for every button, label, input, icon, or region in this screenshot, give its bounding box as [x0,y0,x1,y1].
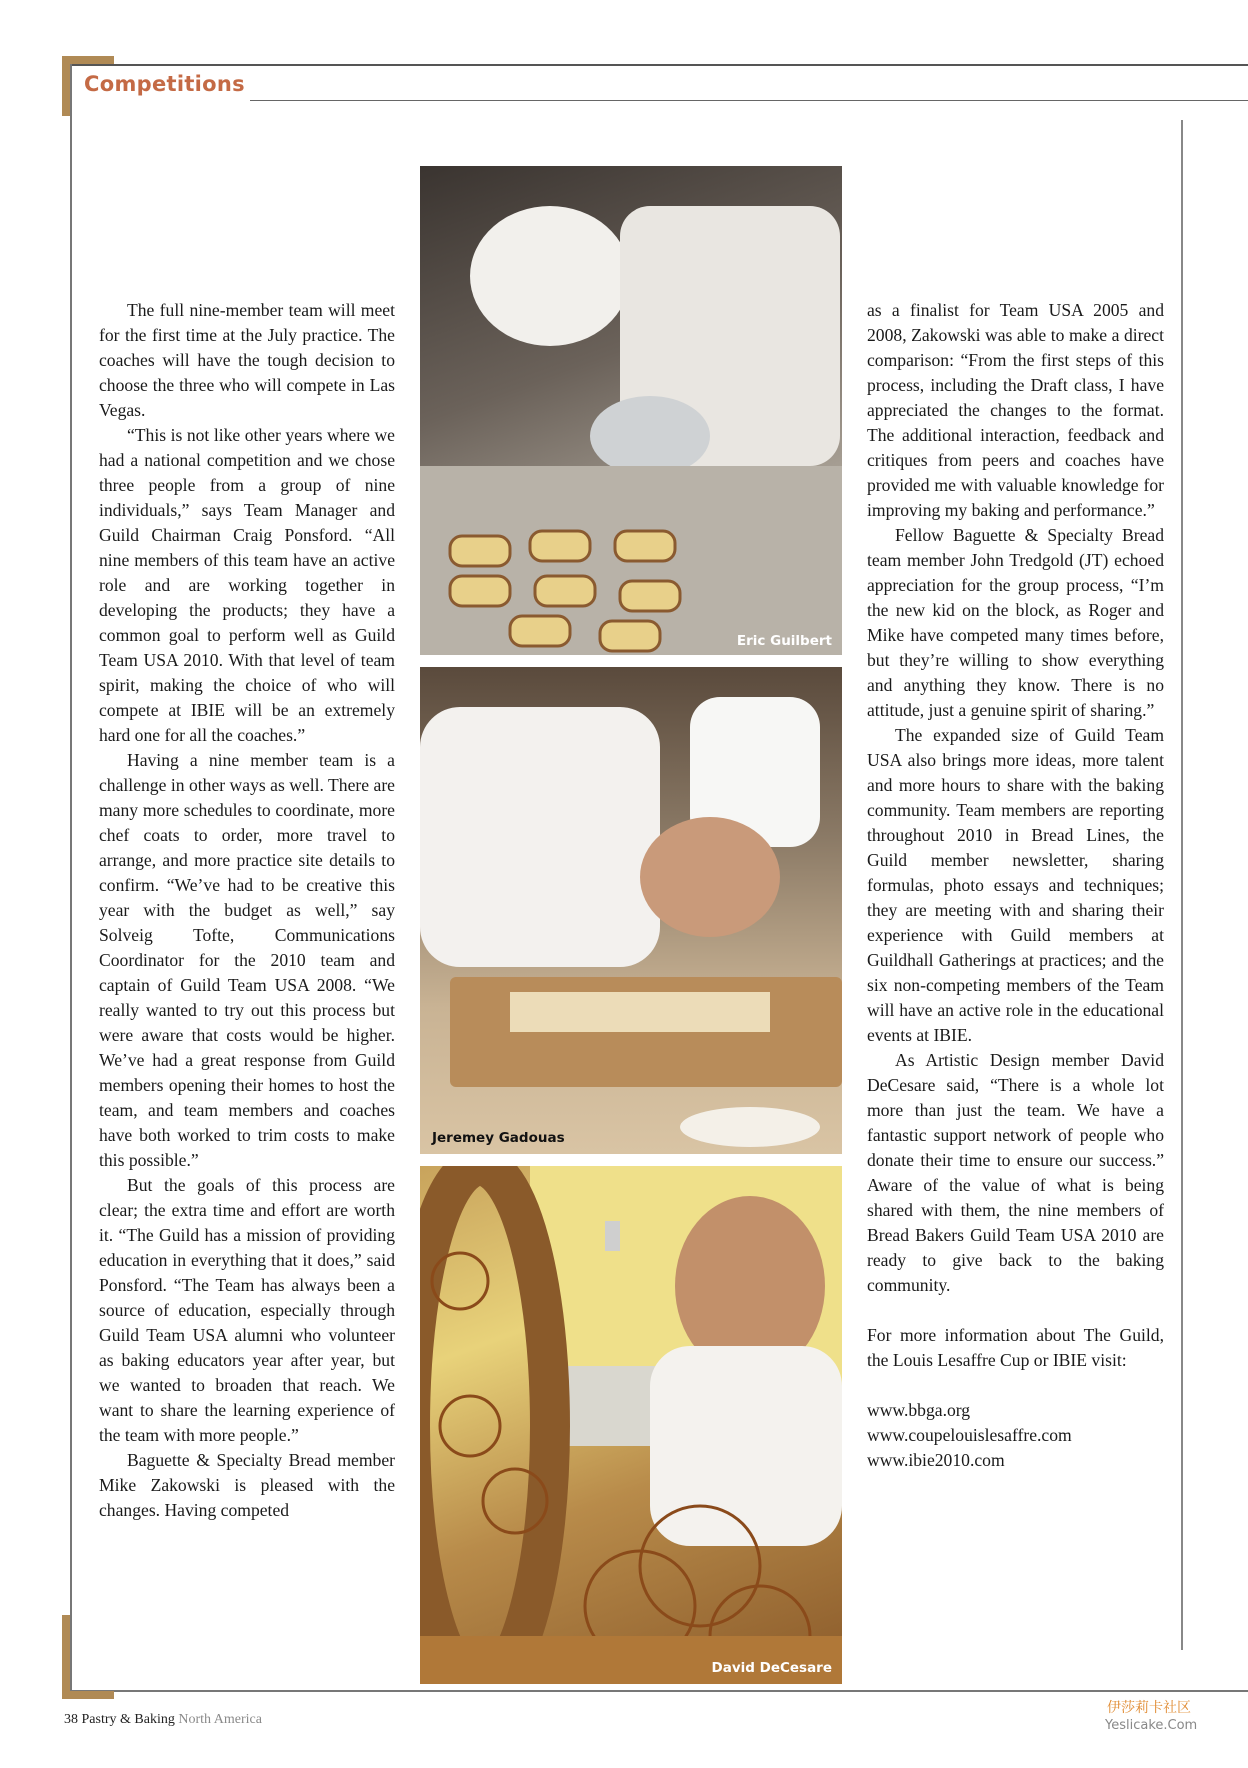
watermark-site: Yeslicake.Com [1105,1718,1198,1733]
paragraph: But the goals of this process are clear; the extra time and effort are worth it. “The Guild has a mission of providing education in everything that it does,” said Ponsford. “The Team has always been a source of education, especially through Guild Team USA alumni who volunteer as baking educators year after year, but we wanted to broaden that reach. We want to share the learning experience of the team with more people.” [99,1175,395,1445]
photo-eric-guilbert [420,166,842,655]
paragraph: as a finalist for Team USA 2005 and 2008, Zakowski was able to make a direct comparison: “From the first steps of this process, including the Draft class, I have appreciated the changes to the format. The additional interaction, feedback and critiques from peers and coaches have provided me with valuable knowledge for improving my baking and performance.” [867,300,1164,520]
frame-corner-bottom-horizontal [62,1691,114,1699]
link-ibie2010[interactable]: www.ibie2010.com [867,1450,1005,1470]
page-footer [64,1712,262,1728]
frame-left-rule [70,64,72,1692]
page-number: 38 [64,1712,78,1727]
paragraph: As Artistic Design member David DeCesare said, “There is a whole lot more than just the team. We have a fantastic support network of people who donate their time to ensure our success.” Aware of the value of what is being shared with them, the nine members of Bread Bakers Guild Team USA 2010 are ready to give back to the baking community. [867,1050,1164,1295]
frame-corner-bottom [62,1615,70,1699]
paragraph: The expanded size of Guild Team USA also brings more ideas, more talent and more hours to share with the baking community. Team members are reporting throughout 2010 in Bread Lines, the Guild member newsletter, sharing formulas, photo essays and techniques; they are meeting with and sharing their experience with Guild members at Guildhall Gatherings at practices; and the six non-competing members of the Team will have an active role in the educational events at IBIE. [867,725,1164,1045]
link-coupe-louis-lesaffre[interactable]: www.coupelouislesaffre.com [867,1425,1072,1445]
paragraph: The full nine-member team will meet for the first time at the July practice. The coaches will have the tough decision to choose the three who will compete in Las Vegas. [99,300,395,420]
paragraph: Having a nine member team is a challenge in other ways as well. There are many more schedules to coordinate, more chef coats to order, more travel to arrange, and more practice site details to confirm. “We’ve had to be creative this year with the budget as well,” say Solveig Tofte, Communications Coordinator for the 2010 team and captain of Guild Team USA 2008. “We really wanted to try out this process but were aware that costs would be higher. We’ve had a great response from Guild members opening their homes to host the team, and team members and coaches have both worked to trim costs to make this possible.” [99,750,395,1170]
publication-name: Pastry & Baking [81,1712,175,1727]
publication-subtitle: North America [178,1712,262,1727]
article-column-right [867,298,1164,1473]
frame-corner-top-horizontal [62,56,114,64]
photo-illustration [420,667,842,1154]
photo-jeremey-gadouas [420,667,842,1154]
frame-corner-top [62,56,70,116]
photo-caption: David DeCesare [711,1660,832,1676]
frame-right-rule [1181,120,1183,1650]
paragraph: “This is not like other years where we had a national competition and we chose three people from a group of nine individuals,” says Team Manager and Guild Chairman Craig Ponsford. “All nine members of this team have an active role and are working together in developing the products; they have a common goal to perform well as Guild Team USA 2010. With that level of team spirit, making the choice of who will compete at IBIE will be an extremely hard one for all the coaches.” [99,425,395,745]
frame-top-rule [70,64,1248,66]
photo-caption: Jeremey Gadouas [432,1130,565,1146]
photo-david-decesare [420,1166,842,1684]
section-label: Competitions [84,72,245,96]
paragraph: Fellow Baguette & Specialty Bread team member John Tredgold (JT) echoed appreciation for the group process, “I’m the new kid on the block, as Roger and Mike have competed many times before, but they’re willing to show everything and anything they know. There is no attitude, just a genuine spirit of sharing.” [867,525,1164,720]
paragraph: Baguette & Specialty Bread member Mike Zakowski is pleased with the changes. Having competed [99,1450,395,1520]
more-info-text: For more information about The Guild, the Louis Lesaffre Cup or IBIE visit: [867,1325,1164,1370]
photo-illustration [420,1166,842,1684]
photo-caption: Eric Guilbert [736,633,832,649]
watermark-chinese: 伊莎莉卡社区 [1107,1700,1191,1716]
article-column-left [99,298,395,1523]
link-bbga[interactable]: www.bbga.org [867,1400,971,1420]
frame-bottom-rule [70,1690,1248,1692]
photo-illustration [420,166,842,655]
section-rule [250,100,1248,101]
